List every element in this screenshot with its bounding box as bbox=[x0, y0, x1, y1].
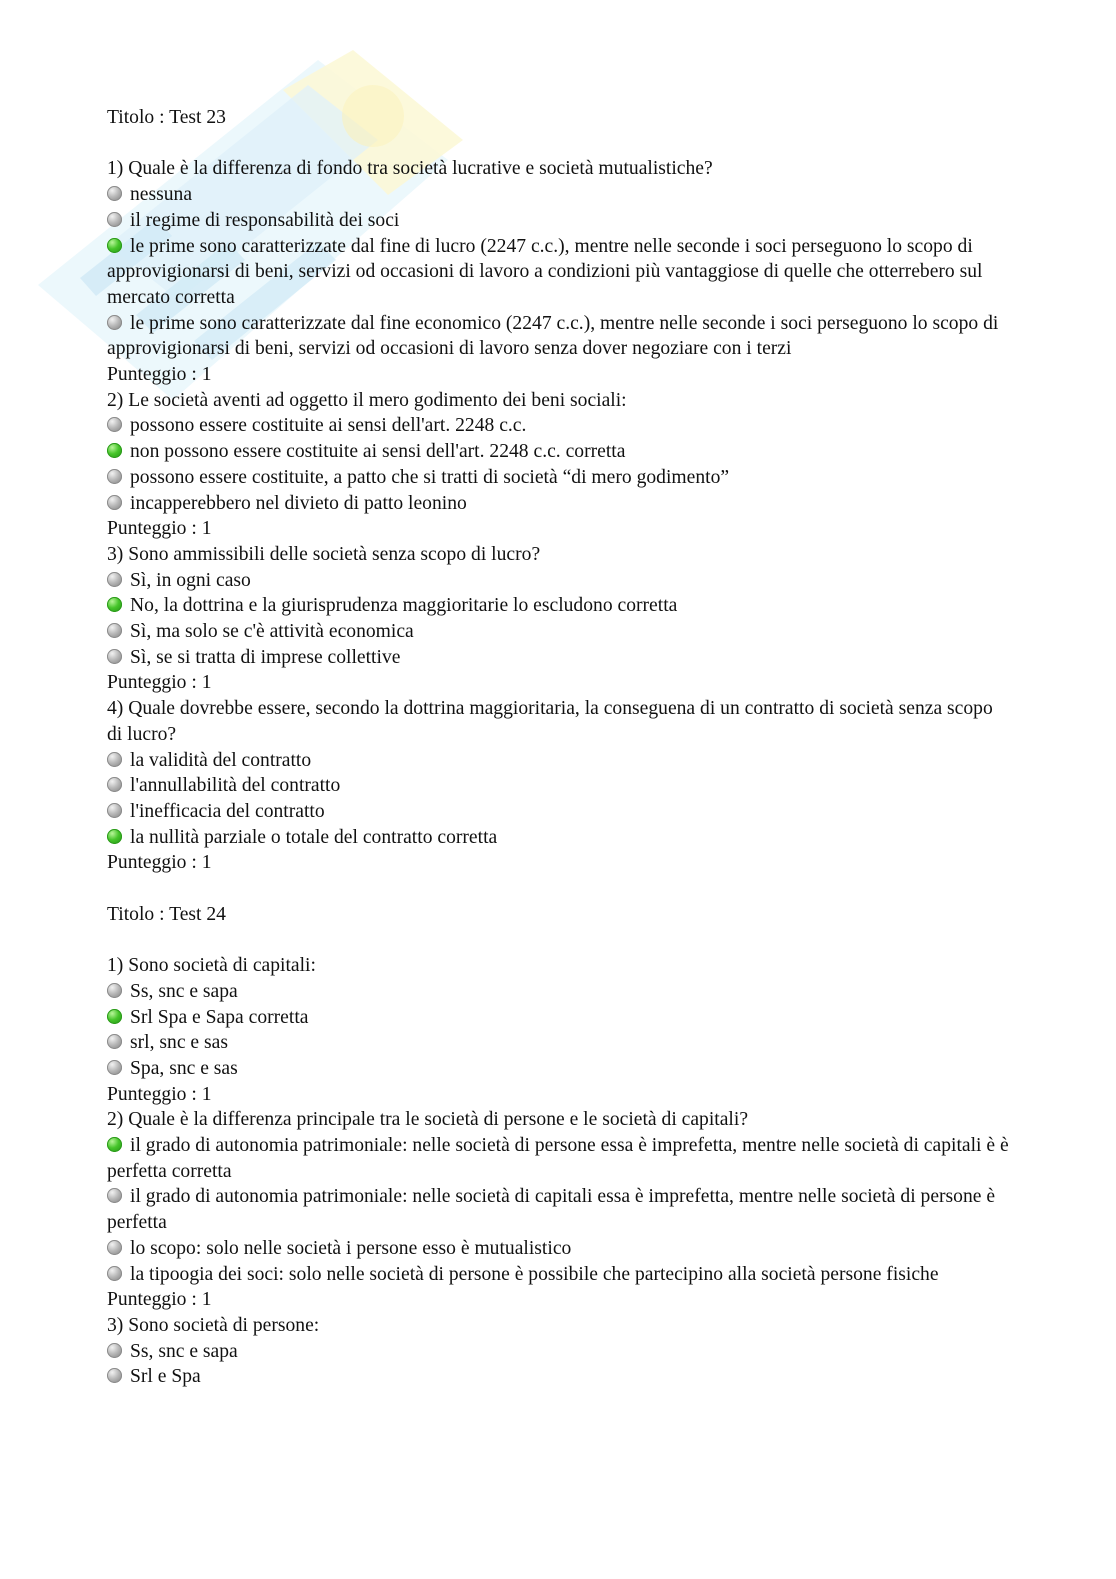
question-score: Punteggio : 1 bbox=[107, 852, 212, 874]
answer-option-correct bbox=[107, 1005, 1012, 1031]
answer-option bbox=[107, 1236, 1012, 1262]
answer-option-label: nessuna bbox=[130, 184, 193, 206]
answer-option-correct bbox=[107, 593, 1012, 619]
answer-dot-icon bbox=[107, 495, 122, 510]
answer-option bbox=[107, 1056, 1012, 1082]
answer-option bbox=[107, 799, 1012, 825]
answer-option bbox=[107, 208, 1012, 234]
answer-option bbox=[107, 748, 1012, 774]
question-score: Punteggio : 1 bbox=[107, 1289, 212, 1311]
answer-option bbox=[107, 1339, 1012, 1365]
answer-option-label: il grado di autonomia patrimoniale: nelle società di capitali essa è imprefetta, mentre nelle società di persone è perfetta bbox=[107, 1186, 996, 1234]
answer-option-correct bbox=[107, 825, 1012, 851]
answer-option bbox=[107, 413, 1012, 439]
answer-option bbox=[107, 568, 1012, 594]
answer-dot-icon bbox=[107, 1266, 122, 1281]
answer-dot-icon bbox=[107, 777, 122, 792]
answer-dot-icon bbox=[107, 315, 122, 330]
answer-option-label: l'annullabilità del contratto bbox=[130, 775, 341, 797]
answer-option-label: Srl e Spa bbox=[130, 1366, 201, 1388]
test-title: Titolo : Test 23 bbox=[107, 107, 226, 128]
answer-dot-icon bbox=[107, 1060, 122, 1075]
answer-dot-icon bbox=[107, 623, 122, 638]
answer-option-label: Spa, snc e sas bbox=[130, 1057, 238, 1079]
question-text: 3) Sono società di persone: bbox=[107, 1315, 320, 1336]
answer-option-label: non possono essere costituite ai sensi dell'art. 2248 c.c. corretta bbox=[130, 441, 626, 463]
answer-option bbox=[107, 979, 1012, 1005]
test-title: Titolo : Test 24 bbox=[107, 903, 226, 925]
answer-option-correct bbox=[107, 1133, 1012, 1184]
answer-dot-icon bbox=[107, 572, 122, 587]
correct-answer-dot-icon bbox=[107, 1137, 122, 1152]
answer-option-label: Sì, se si tratta di imprese collettive bbox=[130, 646, 401, 668]
answer-option-label: Srl Spa e Sapa corretta bbox=[130, 1006, 309, 1028]
answer-option-correct bbox=[107, 234, 1012, 311]
answer-option bbox=[107, 1184, 1012, 1235]
answer-option-label: il grado di autonomia patrimoniale: nelle società di persone essa è imprefetta, mentre nelle società di capitali è è perfetta corretta bbox=[107, 1135, 1009, 1182]
correct-answer-dot-icon bbox=[107, 443, 122, 458]
answer-dot-icon bbox=[107, 469, 122, 484]
question-text: 4) Quale dovrebbe essere, secondo la dottrina maggioritaria, la conseguena di un contratto di società senza scopo di lucro? bbox=[107, 698, 993, 745]
answer-dot-icon bbox=[107, 752, 122, 767]
answer-dot-icon bbox=[107, 1240, 122, 1255]
test-block bbox=[107, 902, 1012, 1390]
answer-option bbox=[107, 619, 1012, 645]
question-text: 2) Quale è la differenza principale tra le società di persone e le società di capitali? bbox=[107, 1109, 749, 1131]
answer-dot-icon bbox=[107, 983, 122, 998]
answer-option-label: il regime di responsabilità dei soci bbox=[130, 209, 400, 231]
answer-option bbox=[107, 182, 1012, 208]
answer-dot-icon bbox=[107, 212, 122, 227]
answer-dot-icon bbox=[107, 1188, 122, 1203]
answer-option bbox=[107, 491, 1012, 517]
question-text: 1) Sono società di capitali: bbox=[107, 955, 316, 977]
answer-option-label: le prime sono caratterizzate dal fine di lucro (2247 c.c.), mentre nelle seconde i soci perseguono lo scopo di approvigionarsi di beni, servizi od occasioni di lavoro a condizioni più vantaggiose di quelle che otterrebero sul mercato corretta bbox=[107, 235, 983, 308]
answer-option-label: Sì, ma solo se c'è attività economica bbox=[130, 621, 414, 643]
question-score: Punteggio : 1 bbox=[107, 672, 212, 694]
answer-option-label: Ss, snc e sapa bbox=[130, 980, 238, 1002]
quiz-content bbox=[107, 105, 1012, 1416]
answer-option-label: incapperebbero nel divieto di patto leonino bbox=[130, 492, 467, 514]
correct-answer-dot-icon bbox=[107, 1009, 122, 1024]
answer-option-label: possono essere costituite, a patto che si tratti di società “di mero godimento” bbox=[130, 466, 730, 488]
answer-option-label: la nullità parziale o totale del contratto corretta bbox=[130, 826, 498, 848]
answer-option-label: No, la dottrina e la giurisprudenza maggioritarie lo escludono corretta bbox=[130, 595, 678, 617]
answer-option-label: srl, snc e sas bbox=[130, 1032, 228, 1054]
answer-option-label: la tipoogia dei soci: solo nelle società di persone è possibile che partecipino alla società persone fisiche bbox=[130, 1263, 939, 1285]
answer-option-label: le prime sono caratterizzate dal fine economico (2247 c.c.), mentre nelle seconde i soci perseguono lo scopo di approvigionarsi di beni, servizi od occasioni di lavoro senza dover negoziare con i terzi bbox=[107, 312, 999, 360]
answer-dot-icon bbox=[107, 1343, 122, 1358]
answer-dot-icon bbox=[107, 649, 122, 664]
test-block bbox=[107, 105, 1012, 876]
answer-option-label: Sì, in ogni caso bbox=[130, 569, 251, 591]
question-text: 3) Sono ammissibili delle società senza scopo di lucro? bbox=[107, 543, 541, 565]
question-score: Punteggio : 1 bbox=[107, 518, 212, 540]
answer-option bbox=[107, 773, 1012, 799]
correct-answer-dot-icon bbox=[107, 238, 122, 253]
answer-option-label: lo scopo: solo nelle società i persone esso è mutualistico bbox=[130, 1237, 572, 1259]
answer-option-label: possono essere costituite ai sensi dell'art. 2248 c.c. bbox=[130, 415, 527, 437]
answer-option bbox=[107, 1364, 1012, 1390]
answer-option-correct bbox=[107, 439, 1012, 465]
answer-dot-icon bbox=[107, 803, 122, 818]
answer-option bbox=[107, 645, 1012, 671]
answer-dot-icon bbox=[107, 186, 122, 201]
answer-dot-icon bbox=[107, 417, 122, 432]
question-text: 2) Le società aventi ad oggetto il mero godimento dei beni sociali: bbox=[107, 389, 627, 411]
correct-answer-dot-icon bbox=[107, 829, 122, 844]
question-score: Punteggio : 1 bbox=[107, 1083, 212, 1105]
answer-option-label: l'inefficacia del contratto bbox=[130, 800, 325, 822]
answer-option-label: Ss, snc e sapa bbox=[130, 1340, 238, 1362]
answer-option bbox=[107, 311, 1012, 362]
question-text: 1) Quale è la differenza di fondo tra società lucrative e società mutualistiche? bbox=[107, 158, 713, 180]
answer-option-label: la validità del contratto bbox=[130, 749, 312, 771]
answer-option bbox=[107, 465, 1012, 491]
answer-dot-icon bbox=[107, 1034, 122, 1049]
answer-option bbox=[107, 1262, 1012, 1288]
answer-option bbox=[107, 1030, 1012, 1056]
correct-answer-dot-icon bbox=[107, 597, 122, 612]
question-score: Punteggio : 1 bbox=[107, 364, 212, 386]
answer-dot-icon bbox=[107, 1368, 122, 1383]
